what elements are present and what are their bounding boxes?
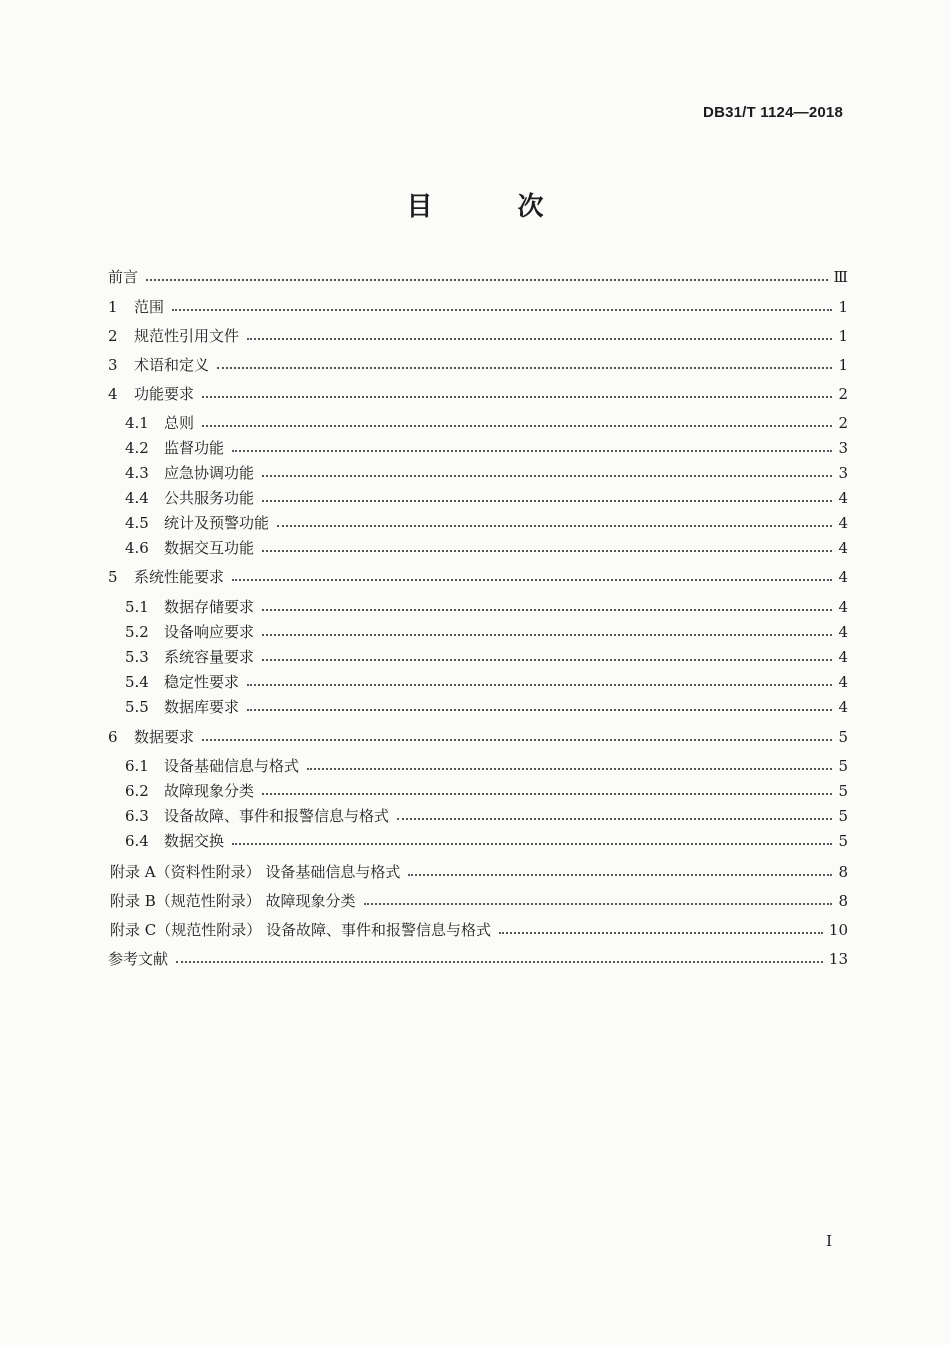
toc-entry-number: 6.4 (125, 832, 149, 850)
leader-dots (146, 279, 828, 281)
toc-entry-number: 3 (108, 356, 118, 374)
leader-dots (217, 367, 832, 369)
page-number: I (826, 1232, 832, 1250)
toc-entry[interactable] (108, 727, 848, 747)
toc-entry-title: 附录 A（资料性附录） 设备基础信息与格式 (110, 863, 401, 881)
leader-dots (262, 609, 832, 611)
toc-entry[interactable] (108, 267, 848, 287)
toc-entry-number: 6 (108, 728, 118, 746)
toc-entry-number: 4.6 (125, 539, 149, 557)
toc-entry-title: 稳定性要求 (164, 673, 240, 691)
toc-entry-page: 4 (838, 568, 848, 586)
leader-dots (232, 450, 832, 452)
toc-entry-number: 4.5 (125, 514, 149, 532)
toc-entry-page: 1 (838, 327, 848, 345)
toc-entry[interactable] (108, 384, 848, 404)
toc-entry-number: 5 (108, 568, 118, 586)
toc-entry-page: Ⅲ (833, 268, 848, 286)
toc-entry-page: 5 (838, 807, 848, 825)
leader-dots (262, 659, 832, 661)
toc-entry-title: 规范性引用文件 (134, 327, 240, 345)
toc-entry-number: 5.4 (125, 673, 149, 691)
toc-entry-number: 6.1 (125, 757, 149, 775)
toc-entry-title: 设备基础信息与格式 (164, 757, 300, 775)
toc-entry[interactable] (125, 513, 848, 533)
toc-entry-page: 4 (838, 489, 848, 507)
toc-entry-title: 公共服务功能 (164, 489, 255, 507)
toc-entry-title: 监督功能 (164, 439, 225, 457)
toc-entry-title: 系统性能要求 (134, 568, 225, 586)
toc-entry-page: 4 (838, 698, 848, 716)
toc-entry[interactable] (125, 756, 848, 776)
toc-entry-title: 数据要求 (134, 728, 195, 746)
toc-entry[interactable] (125, 647, 848, 667)
toc-entry-title: 术语和定义 (134, 356, 210, 374)
leader-dots (364, 903, 832, 905)
leader-dots (499, 932, 823, 934)
toc-entry-page: 1 (838, 356, 848, 374)
leader-dots (176, 961, 823, 963)
toc-entry[interactable] (125, 831, 848, 851)
toc-entry-title: 功能要求 (134, 385, 195, 403)
toc-entry[interactable] (110, 891, 848, 911)
toc-entry-title: 总则 (164, 414, 195, 432)
toc-entry-page: 4 (838, 623, 848, 641)
toc-entry[interactable] (125, 781, 848, 801)
toc-entry[interactable] (125, 538, 848, 558)
leader-dots (232, 579, 832, 581)
toc-entry-title: 前言 (108, 268, 139, 286)
toc-entry-page: 5 (838, 832, 848, 850)
leader-dots (307, 768, 832, 770)
toc-entry-title: 设备故障、事件和报警信息与格式 (164, 807, 390, 825)
toc-entry-title: 数据交换 (164, 832, 225, 850)
toc-entry-page: 3 (838, 439, 848, 457)
toc-entry[interactable] (125, 413, 848, 433)
toc-entry[interactable] (108, 567, 848, 587)
toc-entry-title: 设备响应要求 (164, 623, 255, 641)
toc-entry-page: 10 (828, 921, 848, 939)
toc-entry[interactable] (108, 297, 848, 317)
toc-entry-number: 4.1 (125, 414, 149, 432)
toc-entry-page: 2 (838, 414, 848, 432)
leader-dots (262, 793, 832, 795)
toc-entry[interactable] (125, 463, 848, 483)
leader-dots (262, 475, 832, 477)
toc-entry[interactable] (108, 355, 848, 375)
leader-dots (262, 500, 832, 502)
toc-entry[interactable] (110, 920, 848, 940)
toc-entry-number: 4.2 (125, 439, 149, 457)
toc-entry-title: 系统容量要求 (164, 648, 255, 666)
toc-entry-title: 数据存储要求 (164, 598, 255, 616)
toc-entry-number: 5.1 (125, 598, 149, 616)
leader-dots (247, 338, 832, 340)
toc-entry-title: 应急协调功能 (164, 464, 255, 482)
toc-entry[interactable] (125, 597, 848, 617)
toc-entry[interactable] (125, 806, 848, 826)
toc-entry-page: 8 (838, 863, 848, 881)
toc-entry[interactable] (125, 672, 848, 692)
toc-entry-page: 4 (838, 514, 848, 532)
leader-dots (262, 550, 832, 552)
leader-dots (247, 684, 832, 686)
leader-dots (408, 874, 832, 876)
toc-entry-title: 附录 C（规范性附录） 设备故障、事件和报警信息与格式 (110, 921, 492, 939)
toc-entry[interactable] (125, 697, 848, 717)
toc-entry-page: 5 (838, 757, 848, 775)
leader-dots (277, 525, 832, 527)
toc-entry-number: 6.3 (125, 807, 149, 825)
toc-entry-number: 5.5 (125, 698, 149, 716)
toc-entry[interactable] (125, 488, 848, 508)
leader-dots (262, 634, 832, 636)
toc-entry-number: 6.2 (125, 782, 149, 800)
toc-entry-number: 5.2 (125, 623, 149, 641)
toc-entry-page: 4 (838, 648, 848, 666)
toc-entry-title: 数据交互功能 (164, 539, 255, 557)
document-code: DB31/T 1124—2018 (703, 104, 843, 121)
leader-dots (202, 396, 832, 398)
toc-entry[interactable] (108, 326, 848, 346)
toc-entry-page: 8 (838, 892, 848, 910)
toc-entry-page: 4 (838, 598, 848, 616)
leader-dots (232, 843, 832, 845)
toc-entry[interactable] (108, 949, 848, 969)
toc-entry[interactable] (125, 622, 848, 642)
toc-entry-page: 4 (838, 673, 848, 691)
toc-entry-number: 4.3 (125, 464, 149, 482)
toc-entry-title: 数据库要求 (164, 698, 240, 716)
toc-entry-title: 参考文献 (108, 950, 169, 968)
toc-entry-title: 统计及预警功能 (164, 514, 270, 532)
toc-entry-number: 1 (108, 298, 118, 316)
toc-entry-number: 4.4 (125, 489, 149, 507)
leader-dots (202, 739, 832, 741)
toc-entry-page: 13 (828, 950, 848, 968)
toc-entry-page: 1 (838, 298, 848, 316)
leader-dots (202, 425, 832, 427)
toc-entry-page: 5 (838, 728, 848, 746)
toc-entry-number: 5.3 (125, 648, 149, 666)
toc-entry-page: 4 (838, 539, 848, 557)
page-title: 目 次 (406, 192, 582, 222)
toc-entry-title: 附录 B（规范性附录） 故障现象分类 (110, 892, 356, 910)
toc-entry-title: 范围 (134, 298, 165, 316)
leader-dots (397, 818, 832, 820)
toc-entry-page: 3 (838, 464, 848, 482)
toc-entry-page: 2 (838, 385, 848, 403)
leader-dots (247, 709, 832, 711)
toc-entry-title: 故障现象分类 (164, 782, 255, 800)
toc-entry-number: 2 (108, 327, 118, 345)
toc-entry[interactable] (110, 862, 848, 882)
toc-entry-page: 5 (838, 782, 848, 800)
leader-dots (172, 309, 832, 311)
toc-entry[interactable] (125, 438, 848, 458)
toc-entry-number: 4 (108, 385, 118, 403)
